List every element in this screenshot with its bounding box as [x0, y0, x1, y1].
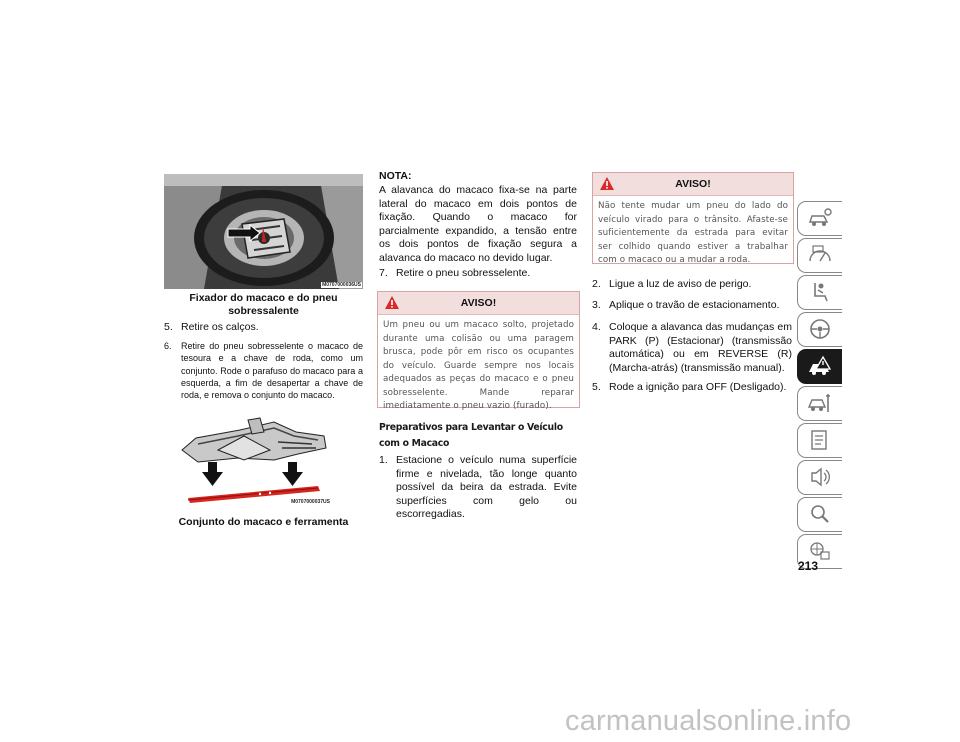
tab-roadside-emergency[interactable] [797, 349, 842, 384]
seat-airbag-icon [807, 280, 833, 304]
list-item [592, 299, 792, 313]
page-number: 213 [798, 559, 819, 573]
steering-wheel-icon [807, 317, 833, 341]
list-item [379, 454, 577, 522]
jack-illustration [178, 414, 330, 507]
step-number: 5. [592, 381, 601, 393]
magnifier-index-icon [807, 502, 833, 526]
tab-dashboard-lights[interactable] [797, 238, 842, 273]
list-item [592, 278, 792, 292]
tab-steering-wheel[interactable] [797, 312, 842, 347]
step-text: Aplique o travão de estacionamento. [609, 299, 780, 311]
warning-title: AVISO! [675, 178, 711, 190]
list-item [592, 381, 792, 395]
warning-header [593, 173, 793, 196]
list-item [164, 340, 363, 401]
tab-specifications[interactable] [797, 423, 842, 458]
list-item [592, 321, 792, 375]
step-text: Retire o pneu sobresselente. [396, 267, 531, 279]
step-text: Ligue a luz de aviso de perigo. [609, 278, 752, 290]
figure-code: M0707000036US [322, 282, 361, 288]
tab-car-service[interactable] [797, 386, 842, 421]
list-item [164, 321, 363, 335]
list-item [379, 267, 577, 281]
warning-header [378, 292, 579, 315]
step-number: 1. [379, 454, 388, 466]
tab-index-search[interactable] [797, 497, 842, 532]
jack-figure [178, 414, 330, 507]
spare-tire-illustration [164, 174, 363, 289]
figure-code: M0707000037US [291, 499, 330, 505]
step-text: Estacione o veículo numa superfície firme e nivelada, tão longe quanto possível da beira da estrada. Evite superfícies com gelo ou escorregadias. [396, 454, 577, 520]
specifications-list-icon [807, 428, 833, 452]
note-body: A alavanca do macaco fixa-se na parte lateral do macaco em dois pontos de fixação. Quando o macaco for parcialmente expandido, a tensão entre os dois pontos de fixação segura a alavanca do macaco no devido lugar. [379, 184, 577, 264]
watermark: carmanualsonline.info [565, 705, 852, 737]
step-number: 3. [592, 299, 601, 311]
multimedia-icon [807, 465, 833, 489]
step-number: 5. [164, 321, 173, 333]
step-number: 7. [379, 267, 388, 279]
tab-car-key[interactable] [797, 201, 842, 236]
step-number: 2. [592, 278, 601, 290]
tab-seat-airbag[interactable] [797, 275, 842, 310]
note-heading: NOTA: [379, 170, 412, 182]
step-number: 4. [592, 321, 601, 333]
warning-box [377, 291, 580, 411]
dashboard-lights-icon [807, 243, 833, 267]
section-heading: Preparativos para Levantar o Veículo com o Macaco [379, 422, 563, 449]
figure-caption: Conjunto do macaco e ferramenta [178, 516, 349, 528]
warning-text: Um pneu ou um macaco solto, projetado durante uma colisão ou uma paragem brusca, pode pôr em risco os ocupantes do veículo. Guarde sempre nos locais adequados as peças do macaco e o pneu sobresselente. Mande reparar imediatamente o pneu vazio (furado). [383, 320, 574, 411]
warning-title: AVISO! [460, 297, 497, 309]
figure-caption: Fixador do macaco e do pneu sobressalente [189, 292, 338, 317]
tab-multimedia[interactable] [797, 460, 842, 495]
step-text: Coloque a alavanca das mudanças em PARK (P) (Estacionar) (transmissão automática) ou em REVERSE (R) (Marcha-atrás) (transmissão manual). [609, 321, 792, 374]
step-text: Retire do pneu sobresselente o macaco de tesoura e a chave de roda, como um conjunto. Rode o parafuso do macaco para a esquerda, a fim de desapertar a chave de roda, e remova o conjunto do macaco. [181, 341, 363, 401]
spare-tire-figure [164, 174, 363, 289]
car-service-icon [807, 391, 833, 415]
car-key-icon [807, 206, 833, 230]
warning-text: Não tente mudar um pneu do lado do veículo virado para o trânsito. Afaste-se suficientemente da estrada para evitar ser colhido quando estiver a trabalhar com o macaco ou a mudar a roda. [598, 201, 788, 265]
warning-box [592, 172, 794, 264]
step-number: 6. [164, 341, 172, 351]
step-text: Retire os calços. [181, 321, 259, 333]
roadside-emergency-icon [807, 354, 833, 378]
step-text: Rode a ignição para OFF (Desligado). [609, 381, 787, 393]
